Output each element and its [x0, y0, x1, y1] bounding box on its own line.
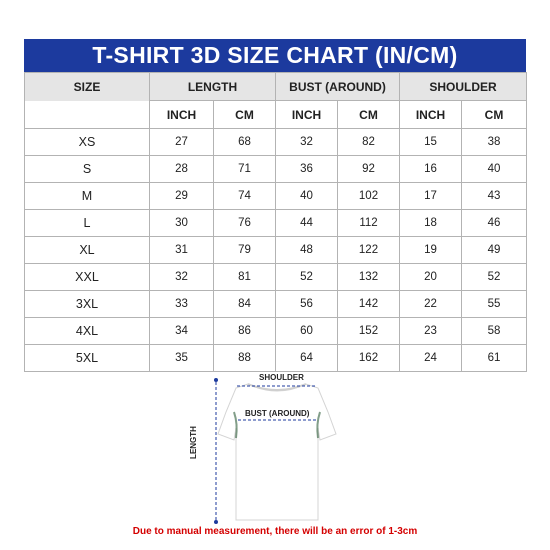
value-cell: 20	[400, 264, 462, 291]
value-cell: 43	[462, 183, 527, 210]
table-row	[25, 318, 527, 345]
unit-header: INCH	[150, 101, 214, 129]
value-cell: 48	[276, 237, 338, 264]
value-cell: 30	[150, 210, 214, 237]
group-header-row	[25, 73, 527, 101]
value-cell: 24	[400, 345, 462, 372]
unit-header: INCH	[400, 101, 462, 129]
value-cell: 31	[150, 237, 214, 264]
value-cell: 55	[462, 291, 527, 318]
unit-header: INCH	[276, 101, 338, 129]
value-cell: 40	[276, 183, 338, 210]
size-cell: 4XL	[25, 318, 150, 345]
value-cell: 68	[214, 129, 276, 156]
value-cell: 40	[462, 156, 527, 183]
value-cell: 102	[338, 183, 400, 210]
value-cell: 32	[150, 264, 214, 291]
value-cell: 112	[338, 210, 400, 237]
table-row	[25, 345, 527, 372]
table-row	[25, 237, 527, 264]
unit-header: CM	[338, 101, 400, 129]
table-row	[25, 291, 527, 318]
value-cell: 74	[214, 183, 276, 210]
value-cell: 22	[400, 291, 462, 318]
value-cell: 19	[400, 237, 462, 264]
value-cell: 16	[400, 156, 462, 183]
size-cell: 5XL	[25, 345, 150, 372]
value-cell: 132	[338, 264, 400, 291]
unit-header: CM	[214, 101, 276, 129]
size-column-header: SIZE	[25, 73, 150, 129]
value-cell: 142	[338, 291, 400, 318]
value-cell: 162	[338, 345, 400, 372]
size-table	[24, 72, 527, 372]
size-rows	[25, 129, 527, 372]
value-cell: 35	[150, 345, 214, 372]
size-cell: XS	[25, 129, 150, 156]
chart-title: T-SHIRT 3D SIZE CHART (IN/CM)	[24, 39, 526, 72]
shoulder-group-header: SHOULDER	[400, 73, 527, 101]
value-cell: 61	[462, 345, 527, 372]
value-cell: 60	[276, 318, 338, 345]
value-cell: 76	[214, 210, 276, 237]
value-cell: 58	[462, 318, 527, 345]
value-cell: 79	[214, 237, 276, 264]
table-row	[25, 129, 527, 156]
value-cell: 84	[214, 291, 276, 318]
value-cell: 71	[214, 156, 276, 183]
value-cell: 18	[400, 210, 462, 237]
size-cell: M	[25, 183, 150, 210]
length-group-header: LENGTH	[150, 73, 276, 101]
table-row	[25, 264, 527, 291]
value-cell: 44	[276, 210, 338, 237]
size-chart	[24, 39, 526, 372]
unit-header: CM	[462, 101, 527, 129]
table-row	[25, 210, 527, 237]
table-row	[25, 156, 527, 183]
value-cell: 92	[338, 156, 400, 183]
value-cell: 88	[214, 345, 276, 372]
size-cell: L	[25, 210, 150, 237]
value-cell: 46	[462, 210, 527, 237]
value-cell: 36	[276, 156, 338, 183]
tshirt-icon	[196, 372, 346, 524]
value-cell: 52	[276, 264, 338, 291]
value-cell: 86	[214, 318, 276, 345]
value-cell: 38	[462, 129, 527, 156]
value-cell: 33	[150, 291, 214, 318]
value-cell: 64	[276, 345, 338, 372]
shoulder-label: SHOULDER	[259, 373, 304, 382]
size-cell: XL	[25, 237, 150, 264]
length-label: LENGTH	[188, 426, 198, 459]
value-cell: 56	[276, 291, 338, 318]
value-cell: 27	[150, 129, 214, 156]
value-cell: 17	[400, 183, 462, 210]
value-cell: 34	[150, 318, 214, 345]
value-cell: 32	[276, 129, 338, 156]
value-cell: 152	[338, 318, 400, 345]
size-cell: S	[25, 156, 150, 183]
bust-group-header: BUST (AROUND)	[276, 73, 400, 101]
value-cell: 122	[338, 237, 400, 264]
value-cell: 52	[462, 264, 527, 291]
value-cell: 29	[150, 183, 214, 210]
size-cell: XXL	[25, 264, 150, 291]
table-row	[25, 183, 527, 210]
tshirt-illustration	[188, 372, 346, 524]
value-cell: 81	[214, 264, 276, 291]
value-cell: 82	[338, 129, 400, 156]
measurement-footnote: Due to manual measurement, there will be an error of 1-3cm	[132, 526, 418, 537]
value-cell: 28	[150, 156, 214, 183]
value-cell: 49	[462, 237, 527, 264]
value-cell: 23	[400, 318, 462, 345]
size-cell: 3XL	[25, 291, 150, 318]
bust-label: BUST (AROUND)	[245, 409, 310, 418]
value-cell: 15	[400, 129, 462, 156]
